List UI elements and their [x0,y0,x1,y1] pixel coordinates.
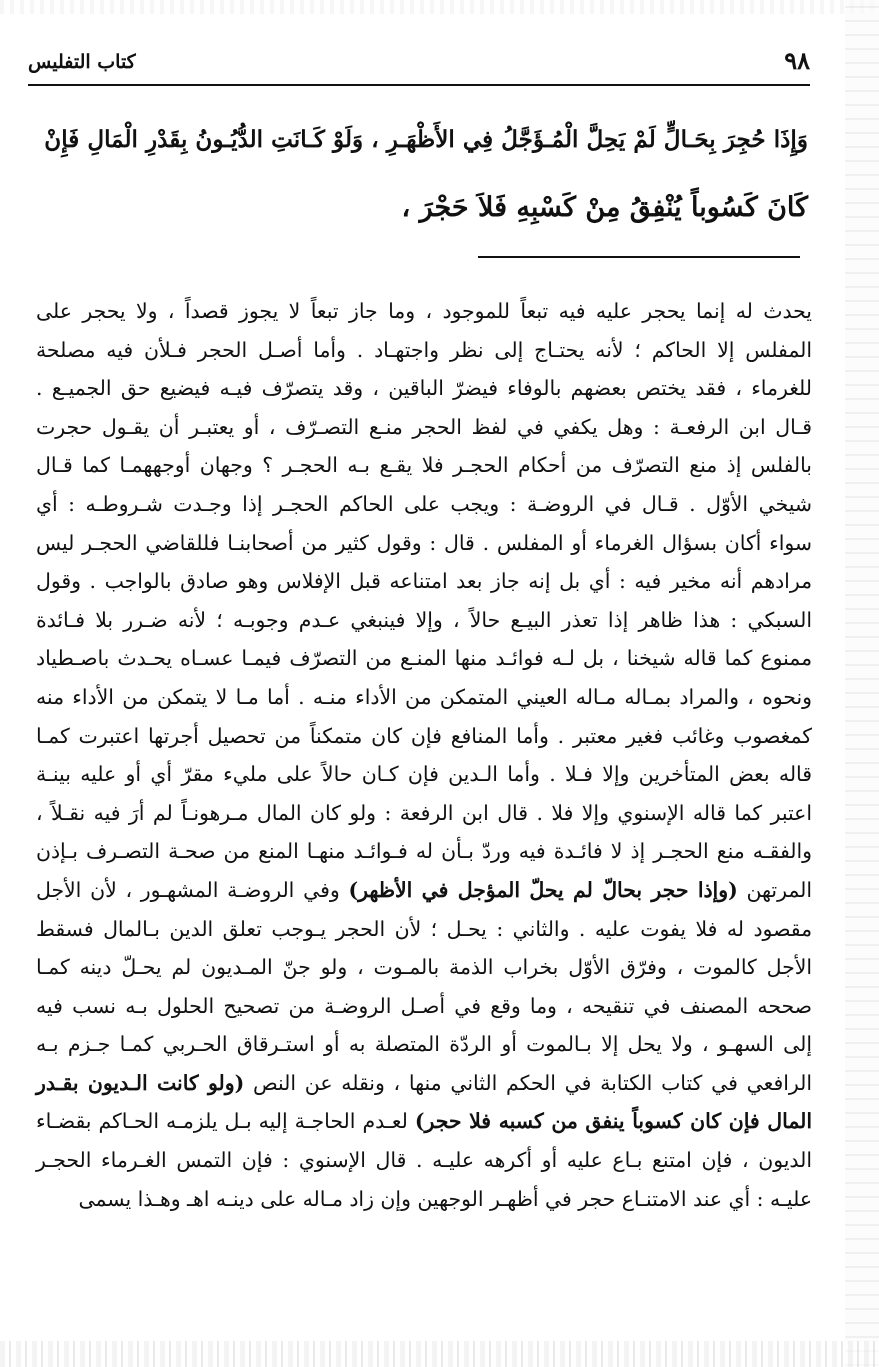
matn-separator [478,256,800,258]
commentary-line [36,639,812,678]
chapter-title: كتاب التفليس [28,51,136,73]
commentary-segment: إلى السهـو ، ولا يحل إلا بـالموت أو الردّة المتصلة به أو استـرقاق الحـربي كمـا جـزم بـه [36,1032,812,1057]
commentary-segment: صححه المصنف في تنقيحه ، وما وقع في أصـل الروضـة من تصحيح الحلول بـه نسب فيه [36,993,812,1018]
commentary-segment: بالفلس إذ منع التصرّف من أحكام الحجـر فلا يقـع بـه الحجـر ؟ وجهان أوجههمـا كما قـال [36,453,812,478]
commentary-segment: الأجل كالموت ، وفرّق الأوّل بخراب الذمة بالمـوت ، ولو جنّ المـديون لم يحـلّ دينه كمـا [36,955,812,980]
commentary-segment: للغرماء ، فقد يختص بعضهم بالوفاء فيضرّ الباقين ، وقد يتصرّف فيـه فيضيع حق الجميـع . [36,376,812,401]
commentary-line [36,524,812,563]
commentary-segment: شيخي الأوّل . قـال في الروضـة : ويجب على الحاكم الحجـر إذا وجـدت شـروطـه : أي [36,491,812,516]
commentary-line [36,408,812,447]
commentary-segment: قـال ابن الرفعـة : وهل يكفي في لفظ الحجر منـع التصـرّف ، أو يعتبـر أن يقـول حجرت [36,414,812,439]
commentary-segment: الديون ، فإن امتنع بـاع عليه أو أكرهه عليـه . قال الإسنوي : فإن التمس الغـرماء الحجـر [36,1148,812,1173]
scan-edge-top [0,0,879,14]
commentary-text [36,292,812,1218]
matn-line: كَانَ كَسُوباً يُنْفِقُ مِنْ كَسْبِهِ فَلاَ حَجْرَ ، [401,192,808,223]
commentary-line [36,755,812,794]
commentary-line [36,678,812,717]
commentary-line [36,910,812,949]
commentary-line [36,601,812,640]
commentary-line [36,717,812,756]
commentary-line [36,1025,812,1064]
commentary-segment: الرافعي في كتاب الكتابة في الحكم الثاني منها ، ونقله عن النص [244,1070,812,1095]
quoted-matn: (ولو كانت الـديون بقـدر [36,1070,245,1095]
scan-edge-right [845,0,879,1367]
commentary-segment: وفي الروضـة المشهـور ، لأن الأجل [36,877,349,902]
commentary-segment: السبكي : هذا ظاهر إذا تعذر البيـع حالاً ، وإلا فينبغي عـدم وجوبـه ؛ لأنه ضـرر بلا فـائدة [36,607,812,632]
matn-text [38,106,808,242]
commentary-line [36,832,812,871]
commentary-segment: قاله بعض المتأخرين وإلا فـلا . وأما الـدين فإن كـان حالاً على مليء مقرّ أي أو عليه بينـة [36,762,812,787]
commentary-line [36,1180,812,1219]
commentary-segment: عليـه : أي عند الامتنـاع حجر في أظهـر الوجهين وإن زاد مـاله على دينـه اهـ وهـذا يسمى [78,1186,812,1211]
commentary-line [36,446,812,485]
commentary-line [36,987,812,1026]
header-rule [28,84,810,86]
commentary-line [36,871,812,910]
commentary-line [36,562,812,601]
commentary-line [36,331,812,370]
commentary-segment: اعتبر كما قاله الإسنوي وإلا فلا . قال ابن الرفعة : ولو كان المال مـرهونـاً لم أرَ فيه نقـلاً ، [36,800,812,825]
matn-line: وَإِذَا حُجِرَ بِحَـالٍّ لَمْ يَحِلَّ الْمُـؤَجَّلُ فِي الأَظْهَـرِ ، وَلَوْ كَـانَتِ الدُّيُـونُ بِقَدْرِ الْمَالِ فَإِنْ [44,126,808,153]
commentary-segment: ونحوه ، والمراد بمـاله مـاله العيني المتمكن من الأداء منـه . أما مـا لا يتمكن من الأداء منه [36,684,812,709]
commentary-line [36,794,812,833]
page-number: ٩٨ [784,46,810,75]
commentary-line [36,485,812,524]
commentary-line [36,948,812,987]
commentary-line [36,1064,812,1103]
commentary-line [36,1102,812,1141]
commentary-segment: مرادهم أنه مخير فيه : أي بل إنه جاز بعد امتناعه قبل الإفلاس وهو صادق بالواجب . وقول [36,569,812,594]
quoted-matn: (وإذا حجر بحالّ لم يحلّ المؤجل في الأظهر) [348,877,738,902]
running-header [28,44,810,84]
commentary-segment: ممنوع كما قاله شيخنا ، بل لـه فوائـد منها المنـع من التصرّف فيمـا عسـاه يحـدث باصـطياد [36,646,812,671]
commentary-segment: والفقـه منع الحجـر إذ لا فائـدة فيه وردّ بـأن له فـوائـد منهـا المنع من صحـة التصـرف بـإذن [36,839,812,864]
commentary-line [36,1141,812,1180]
commentary-segment: لعـدم الحاجـة إليه بـل يلزمـه الحـاكم بقضـاء [36,1109,415,1134]
commentary-line [36,292,812,331]
scan-edge-bottom [0,1341,879,1367]
quoted-matn: المال فإن كان كسوباً ينفق من كسبه فلا حجر) [414,1109,812,1134]
commentary-segment: مقصود له فلا يفوت عليه . والثاني : يحـل ؛ لأن الحجر يـوجب تعلق الدين بـالمال فسقط [36,916,812,941]
commentary-segment: المفلس إلا الحاكم ؛ لأنه يحتـاج إلى نظر واجتهـاد . وأما أصـل الحجر فـلأن فيه مصلحة [36,337,812,362]
commentary-segment: يحدث له إنما يحجر عليه فيه تبعاً للموجود ، وما جاز تبعاً لا يجوز قصداً ، ولا يحجر على [36,299,812,323]
commentary-segment: سواء أكان بسؤال الغرماء أو المفلس . قال : وقول كثير من أصحابنـا فللقاضي الحجـر ليس [36,530,812,555]
commentary-line [36,369,812,408]
commentary-segment: كمغصوب وغائب فغير معتبر . وأما المنافع فإن كان متمكناً من تحصيل أجرتها اعتبرت كمـا [36,723,812,748]
commentary-segment: المرتهن [737,877,813,902]
